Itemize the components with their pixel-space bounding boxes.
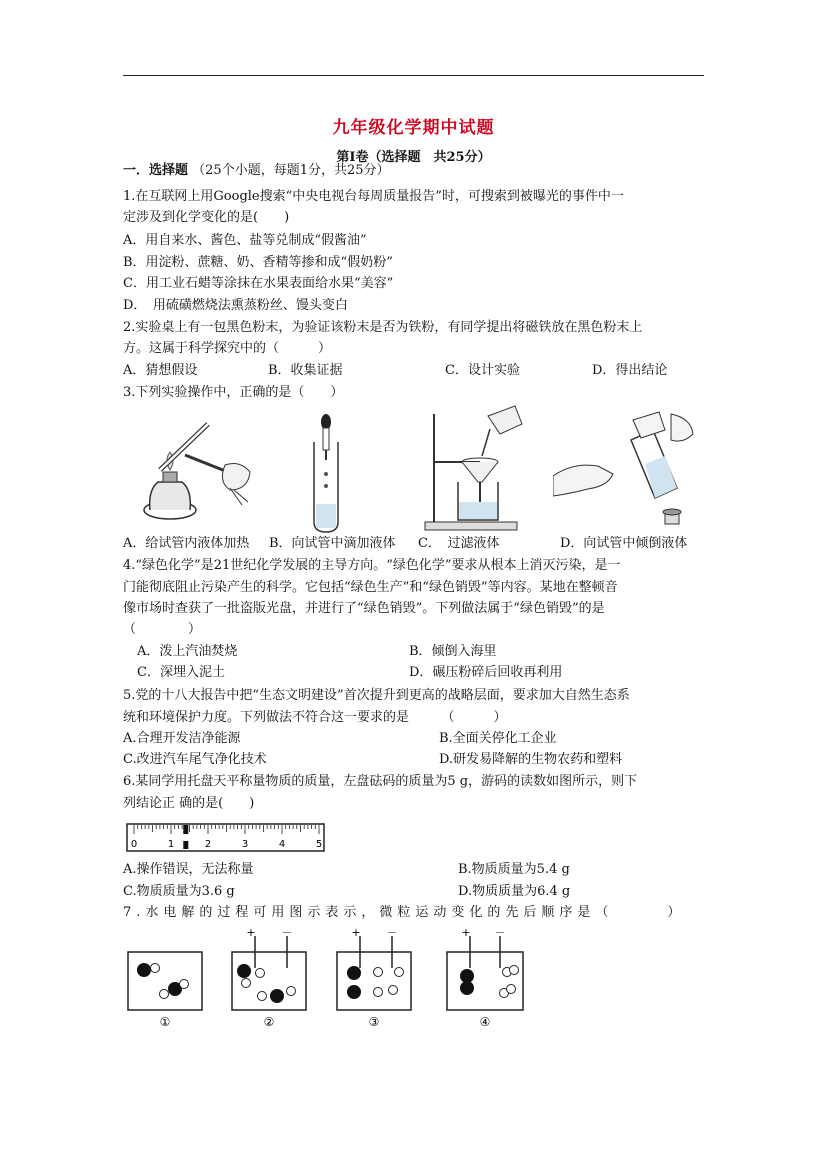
heating-test-tube-figure xyxy=(130,410,260,535)
q6-option-b: B.物质质量为5.4 g xyxy=(458,862,570,877)
q1-option-b: B．用淀粉、蔗糖、奶、香精等掺和成“假奶粉” xyxy=(123,255,393,270)
pouring-liquid-figure xyxy=(553,404,703,532)
scale-label: 2 xyxy=(204,839,212,850)
q1-option-a: A．用自来水、酱色、盐等兑制成“假酱油” xyxy=(123,233,367,248)
q4-stem-line-3: 像市场时查获了一批盗版光盘，并进行了“绿色销毁”。下列做法属于“绿色销毁”的是 xyxy=(123,601,605,616)
dropper-test-tube-figure xyxy=(300,412,360,537)
q5-option-b: B.全面关停化工企业 xyxy=(439,731,557,746)
q6-option-d: D.物质质量为6.4 g xyxy=(458,884,571,899)
label-4: ④ xyxy=(479,1015,491,1029)
rider-marker-bottom xyxy=(183,841,188,849)
q5-stem-line-2: 统和环境保护力度。下列做法不符合这一要求的是 （ ） xyxy=(123,710,507,725)
q2-option-b: B．收集证据 xyxy=(268,363,343,378)
section-heading: 一．选择题 xyxy=(123,163,189,178)
q6-option-a: A.操作错误，无法称量 xyxy=(123,862,254,877)
q4-stem-line-1: 4.“绿色化学”是21世纪化学发展的主导方向。“绿色化学”要求从根本上消灭污染，是一 xyxy=(123,558,621,573)
q2-stem-line-2: 方。这属于科学探究中的（ ） xyxy=(123,341,332,356)
q5-option-d: D.研发易降解的生物农药和塑料 xyxy=(439,752,623,767)
q3-stem: 3.下列实验操作中，正确的是（ ） xyxy=(123,385,344,400)
anode-sign: + xyxy=(246,928,256,939)
label-3: ③ xyxy=(368,1015,380,1029)
rider-marker xyxy=(183,825,188,834)
label-2: ② xyxy=(263,1015,275,1029)
box-4 xyxy=(447,952,523,1010)
box-1 xyxy=(128,952,202,1010)
cathode-sign: － xyxy=(494,928,506,939)
scale-label: 0 xyxy=(130,839,138,850)
scale-label: 5 xyxy=(315,839,323,850)
q1-stem-line-2: 定涉及到化学变化的是( ) xyxy=(123,210,290,225)
q5-stem-line-1: 5.党的十八大报告中把“生态文明建设”首次提升到更高的战略层面，要求加大自然生态系 xyxy=(123,688,630,703)
q4-stem-line-4: （ ） xyxy=(123,622,202,637)
anode-sign: + xyxy=(461,928,471,939)
q3-option-d: D．向试管中倾倒液体 xyxy=(560,536,688,551)
q3-option-b: B．向试管中滴加液体 xyxy=(269,536,396,551)
q3-option-a: A．给试管内液体加热 xyxy=(123,536,250,551)
q7-stem: 7.水电解的过程可用图示表示，微粒运动变化的先后顺序是（ ） xyxy=(123,905,686,920)
label-1: ① xyxy=(159,1015,171,1029)
q5-option-a: A.合理开发洁净能源 xyxy=(123,731,241,746)
scale-label: 1 xyxy=(167,839,175,850)
q2-stem-line-1: 2.实验桌上有一包黑色粉末，为验证该粉末是否为铁粉，有同学提出将磁铁放在黑色粉末上 xyxy=(123,320,643,335)
anode-sign: + xyxy=(351,928,361,939)
cathode-sign: － xyxy=(281,928,293,939)
q2-option-c: C．设计实验 xyxy=(445,363,520,378)
box-3 xyxy=(337,952,411,1010)
q6-stem-line-1: 6.某同学用托盘天平称量物质的质量，左盘砝码的质量为5 g，游码的读数如图所示，则下 xyxy=(123,774,638,789)
q1-option-d: D． 用硫磺燃烧法熏蒸粉丝、馒头变白 xyxy=(123,298,348,313)
header-rule xyxy=(123,75,704,76)
q2-option-a: A．猜想假设 xyxy=(123,363,198,378)
q4-option-c: C．深埋入泥土 xyxy=(137,665,225,680)
cathode-sign: － xyxy=(386,928,398,939)
q4-option-a: A．泼上汽油焚烧 xyxy=(137,644,238,659)
water-electrolysis-figure xyxy=(123,928,533,1030)
page-title: 九年级化学期中试题 xyxy=(332,118,495,138)
q6-option-c: C.物质质量为3.6 g xyxy=(123,884,235,899)
scale-label: 3 xyxy=(241,839,249,850)
q4-option-b: B．倾倒入海里 xyxy=(409,644,497,659)
section1-heading-line xyxy=(123,163,390,179)
q1-option-c: C．用工业石蜡等涂抹在水果表面给水果“美容” xyxy=(123,276,394,291)
q2-option-d: D．得出结论 xyxy=(592,363,668,378)
balance-rider-scale-figure xyxy=(126,823,326,853)
q3-option-c: C． 过滤液体 xyxy=(418,536,500,551)
q4-stem-line-2: 门能彻底阻止污染产生的科学。它包括“绿色生产”和“绿色销毁”等内容。某地在整顿音 xyxy=(123,580,618,595)
section-note: （25个小题，每题1分，共25分） xyxy=(192,163,390,178)
q6-stem-line-2: 列结论正 确的是( ) xyxy=(123,796,255,811)
q5-option-c: C.改进汽车尾气净化技术 xyxy=(123,752,267,767)
scale-label: 4 xyxy=(278,839,286,850)
q4-option-d: D．碾压粉碎后回收再利用 xyxy=(409,665,563,680)
q1-stem-line-1: 1.在互联网上用Google搜索“中央电视台每周质量报告”时，可搜索到被曝光的事件中一 xyxy=(123,189,624,204)
filtration-figure xyxy=(420,404,530,532)
section-subtitle: 第Ⅰ卷（选择题 共25分） xyxy=(336,150,491,165)
